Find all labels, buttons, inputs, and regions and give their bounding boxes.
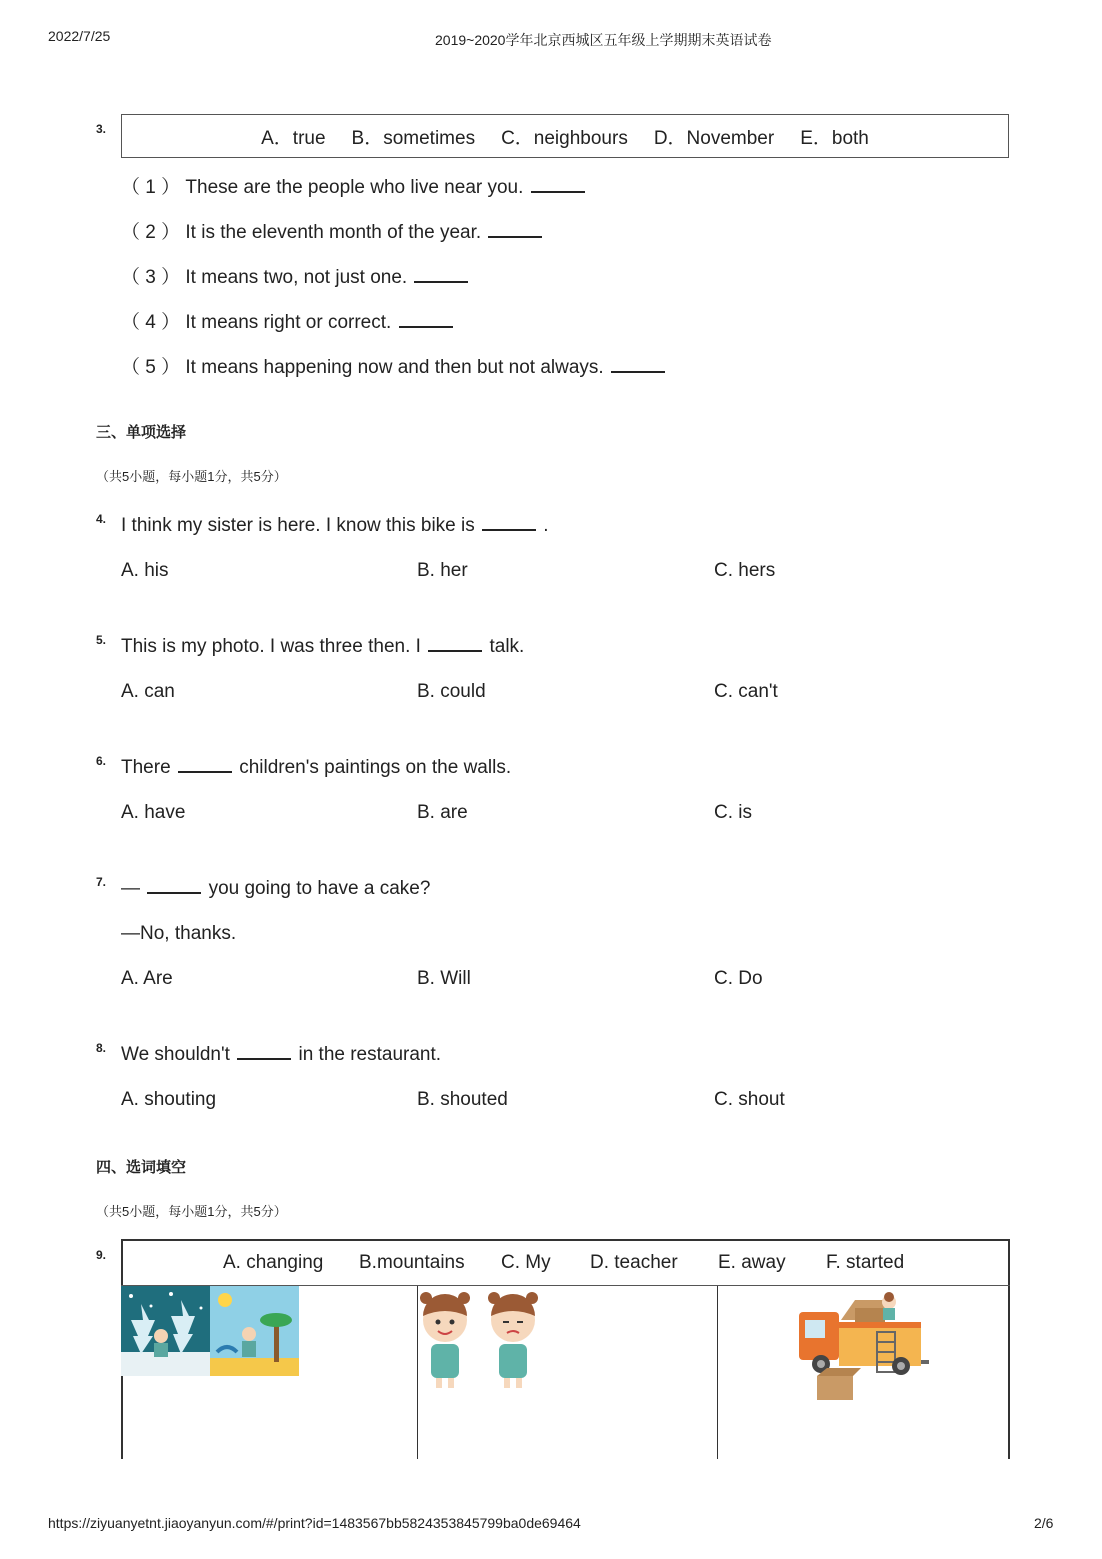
answer-blank[interactable] — [428, 649, 482, 652]
option-b[interactable]: B. her — [417, 560, 468, 581]
answer-blank[interactable] — [147, 891, 201, 894]
stem-text: We shouldn't — [121, 1044, 230, 1065]
word-option: C. My — [501, 1252, 551, 1273]
option-b[interactable]: B. Will — [417, 968, 471, 989]
option-c[interactable]: C. shout — [714, 1089, 785, 1110]
question-number: 9. — [96, 1248, 107, 1262]
stem-text: . — [543, 515, 549, 536]
option-b[interactable]: B. shouted — [417, 1089, 508, 1110]
word-option: B．sometimes — [351, 127, 476, 149]
moving-truck-illustration — [797, 1286, 933, 1404]
option-b[interactable]: B. could — [417, 681, 486, 702]
section-note: （共5小题，每小题1分，共5分） — [96, 469, 287, 484]
option-a[interactable]: A. Are — [121, 968, 173, 989]
stem-text: There — [121, 757, 171, 778]
q3-item — [121, 262, 470, 289]
question-stem — [121, 878, 430, 900]
answer-blank[interactable] — [482, 528, 536, 531]
section-title: 四、选词填空 — [96, 1159, 187, 1176]
answer-blank[interactable] — [414, 280, 468, 283]
option-c[interactable]: C. hers — [714, 560, 776, 581]
q3-item — [121, 172, 587, 199]
option-b[interactable]: B. are — [417, 802, 468, 823]
item-text: It means right or correct. — [185, 312, 392, 333]
item-text: It means happening now and then but not always. — [185, 357, 604, 378]
item-index: （ 4 ） — [121, 312, 181, 333]
word-option: D．November — [653, 127, 775, 149]
item-index: （ 5 ） — [121, 357, 181, 378]
word-option: A. changing — [223, 1252, 324, 1273]
stem-text: in the restaurant. — [298, 1044, 442, 1065]
word-option: A．true — [261, 127, 326, 149]
question-number: 5. — [96, 633, 107, 647]
answer-blank[interactable] — [611, 370, 665, 373]
section-title: 三、单项选择 — [96, 424, 187, 441]
question-number: 3. — [96, 122, 107, 136]
seasons-illustration — [121, 1286, 299, 1376]
option-a[interactable]: A. his — [121, 560, 169, 581]
question-stem — [121, 1044, 441, 1066]
question-number: 8. — [96, 1041, 107, 1055]
question-number: 6. — [96, 754, 107, 768]
item-index: （ 1 ） — [121, 177, 181, 198]
option-c[interactable]: C. Do — [714, 968, 763, 989]
q3-item — [121, 217, 544, 244]
word-option: E．both — [800, 127, 869, 149]
question-number: 7. — [96, 875, 107, 889]
word-option: C．neighbours — [501, 127, 628, 149]
question-stem — [121, 636, 524, 658]
girls-illustration — [418, 1286, 544, 1390]
stem-text: This is my photo. I was three then. I — [121, 636, 421, 657]
option-c[interactable]: C. can't — [714, 681, 778, 702]
stem-text: I think my sister is here. I know this bike is — [121, 515, 475, 536]
option-c[interactable]: C. is — [714, 802, 752, 823]
stem-text: — — [121, 878, 140, 899]
stem-text: talk. — [489, 636, 525, 657]
item-text: It means two, not just one. — [185, 267, 408, 288]
item-text: These are the people who live near you. — [185, 177, 524, 198]
dialogue-reply: —No, thanks. — [121, 923, 237, 944]
page-number: 2/6 — [1034, 1515, 1054, 1531]
word-option: F. started — [826, 1252, 905, 1273]
question-stem — [121, 757, 511, 779]
word-bank-box — [121, 114, 1009, 158]
item-text: It is the eleventh month of the year. — [185, 222, 482, 243]
answer-blank[interactable] — [488, 235, 542, 238]
answer-blank[interactable] — [237, 1057, 291, 1060]
print-date: 2022/7/25 — [48, 28, 111, 44]
q3-item — [121, 352, 667, 379]
option-a[interactable]: A. have — [121, 802, 186, 823]
answer-blank[interactable] — [178, 770, 232, 773]
stem-text: children's paintings on the walls. — [239, 757, 512, 778]
q3-item — [121, 307, 455, 334]
item-index: （ 2 ） — [121, 222, 181, 243]
stem-text: you going to have a cake? — [208, 878, 431, 899]
word-option: E. away — [718, 1252, 786, 1273]
word-option: B.mountains — [359, 1252, 465, 1273]
option-a[interactable]: A. shouting — [121, 1089, 217, 1110]
word-option: D. teacher — [590, 1252, 678, 1273]
word-bank-row — [121, 1240, 1010, 1284]
question-stem — [121, 515, 549, 537]
answer-blank[interactable] — [399, 325, 453, 328]
item-index: （ 3 ） — [121, 267, 181, 288]
section-note: （共5小题，每小题1分，共5分） — [96, 1204, 287, 1219]
answer-blank[interactable] — [531, 190, 585, 193]
page-header-title: 2019~2020学年北京西城区五年级上学期期末英语试卷 — [435, 32, 772, 48]
option-a[interactable]: A. can — [121, 681, 175, 702]
question-number: 4. — [96, 512, 107, 526]
page-url: https://ziyuanyetnt.jiaoyanyun.com/#/print?id=1483567bb5824353845799ba0de69464 — [48, 1515, 581, 1531]
